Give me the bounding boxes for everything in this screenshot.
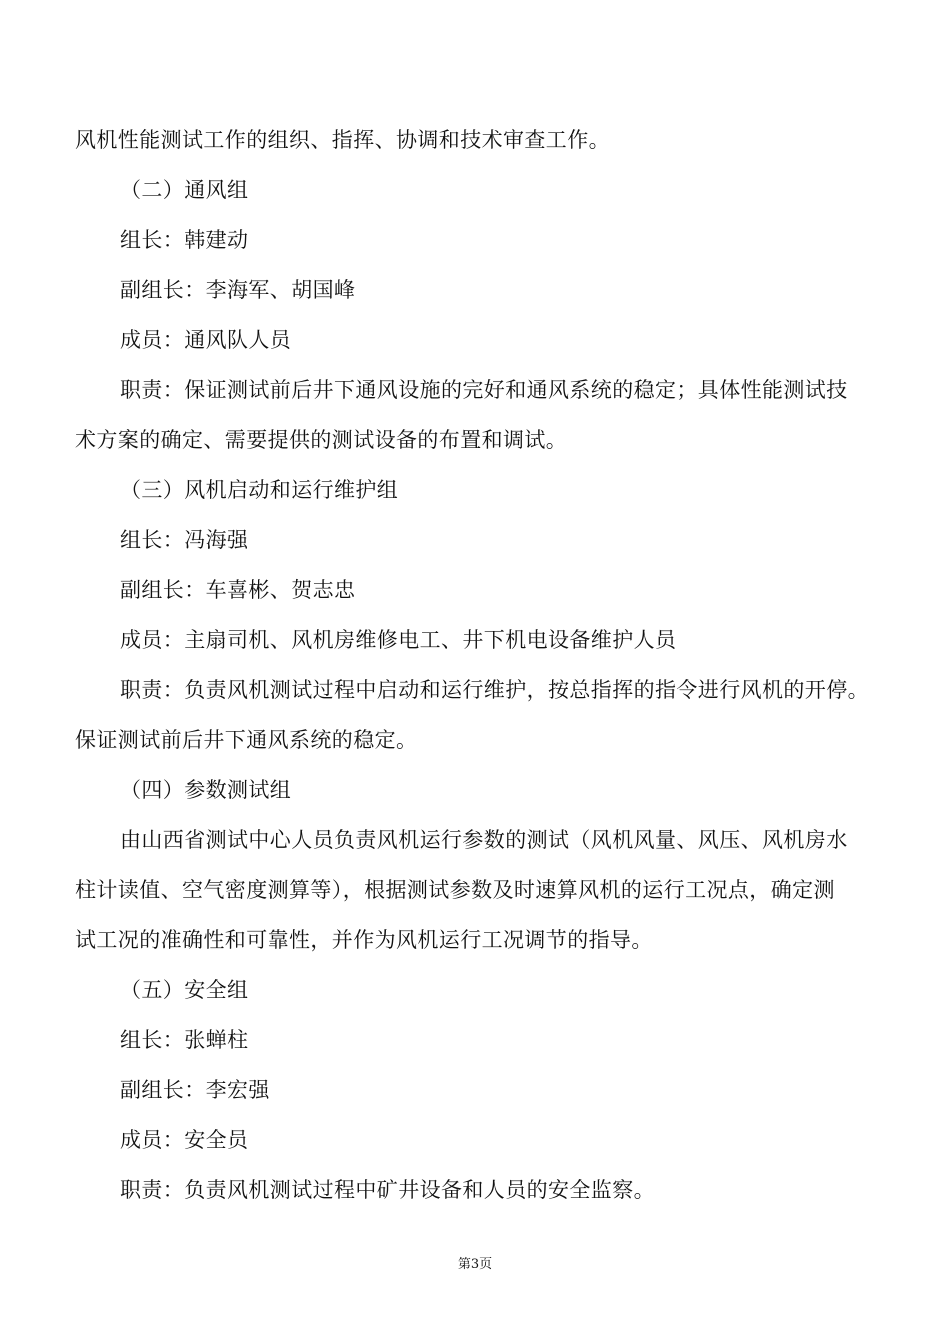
fan-group-members: 成员：主扇司机、风机房维修电工、井下机电设备维护人员 (120, 628, 677, 652)
parameter-group-text-line-1: 由山西省测试中心人员负责风机运行参数的测试（风机风量、风压、风机房水 (120, 828, 848, 852)
section-heading-safety-group: （五）安全组 (120, 978, 249, 1002)
ventilation-group-members: 成员：通风队人员 (120, 328, 292, 352)
safety-group-leader: 组长：张蝉柱 (120, 1028, 249, 1052)
parameter-group-text-line-2: 柱计读值、空气密度测算等），根据测试参数及时速算风机的运行工况点，确定测 (75, 878, 835, 902)
section-heading-parameter-test-group: （四）参数测试组 (120, 778, 292, 802)
page-number: 第3页 (457, 1257, 493, 1272)
paragraph-continuation-line: 风机性能测试工作的组织、指挥、协调和技术审查工作。 (75, 128, 610, 152)
fan-group-duty-line-2: 保证测试前后井下通风系统的稳定。 (75, 728, 418, 752)
fan-group-deputy-leader: 副组长：车喜彬、贺志忠 (120, 578, 356, 602)
parameter-group-text-line-3: 试工况的准确性和可靠性，并作为风机运行工况调节的指导。 (75, 928, 653, 952)
fan-group-leader: 组长：冯海强 (120, 528, 249, 552)
section-heading-ventilation-group: （二）通风组 (120, 178, 249, 202)
ventilation-group-duty-line-2: 术方案的确定、需要提供的测试设备的布置和调试。 (75, 428, 568, 452)
ventilation-group-deputy-leader: 副组长：李海军、胡国峰 (120, 278, 356, 302)
safety-group-deputy-leader: 副组长：李宏强 (120, 1078, 270, 1102)
section-heading-fan-operation-group: （三）风机启动和运行维护组 (120, 478, 399, 502)
ventilation-group-duty-line-1: 职责：保证测试前后井下通风设施的完好和通风系统的稳定；具体性能测试技 (120, 378, 848, 402)
ventilation-group-leader: 组长：韩建动 (120, 228, 249, 252)
fan-group-duty-line-1: 职责：负责风机测试过程中启动和运行维护，按总指挥的指令进行风机的开停。 (120, 678, 869, 702)
safety-group-duty: 职责：负责风机测试过程中矿井设备和人员的安全监察。 (120, 1178, 655, 1202)
safety-group-members: 成员：安全员 (120, 1128, 249, 1152)
